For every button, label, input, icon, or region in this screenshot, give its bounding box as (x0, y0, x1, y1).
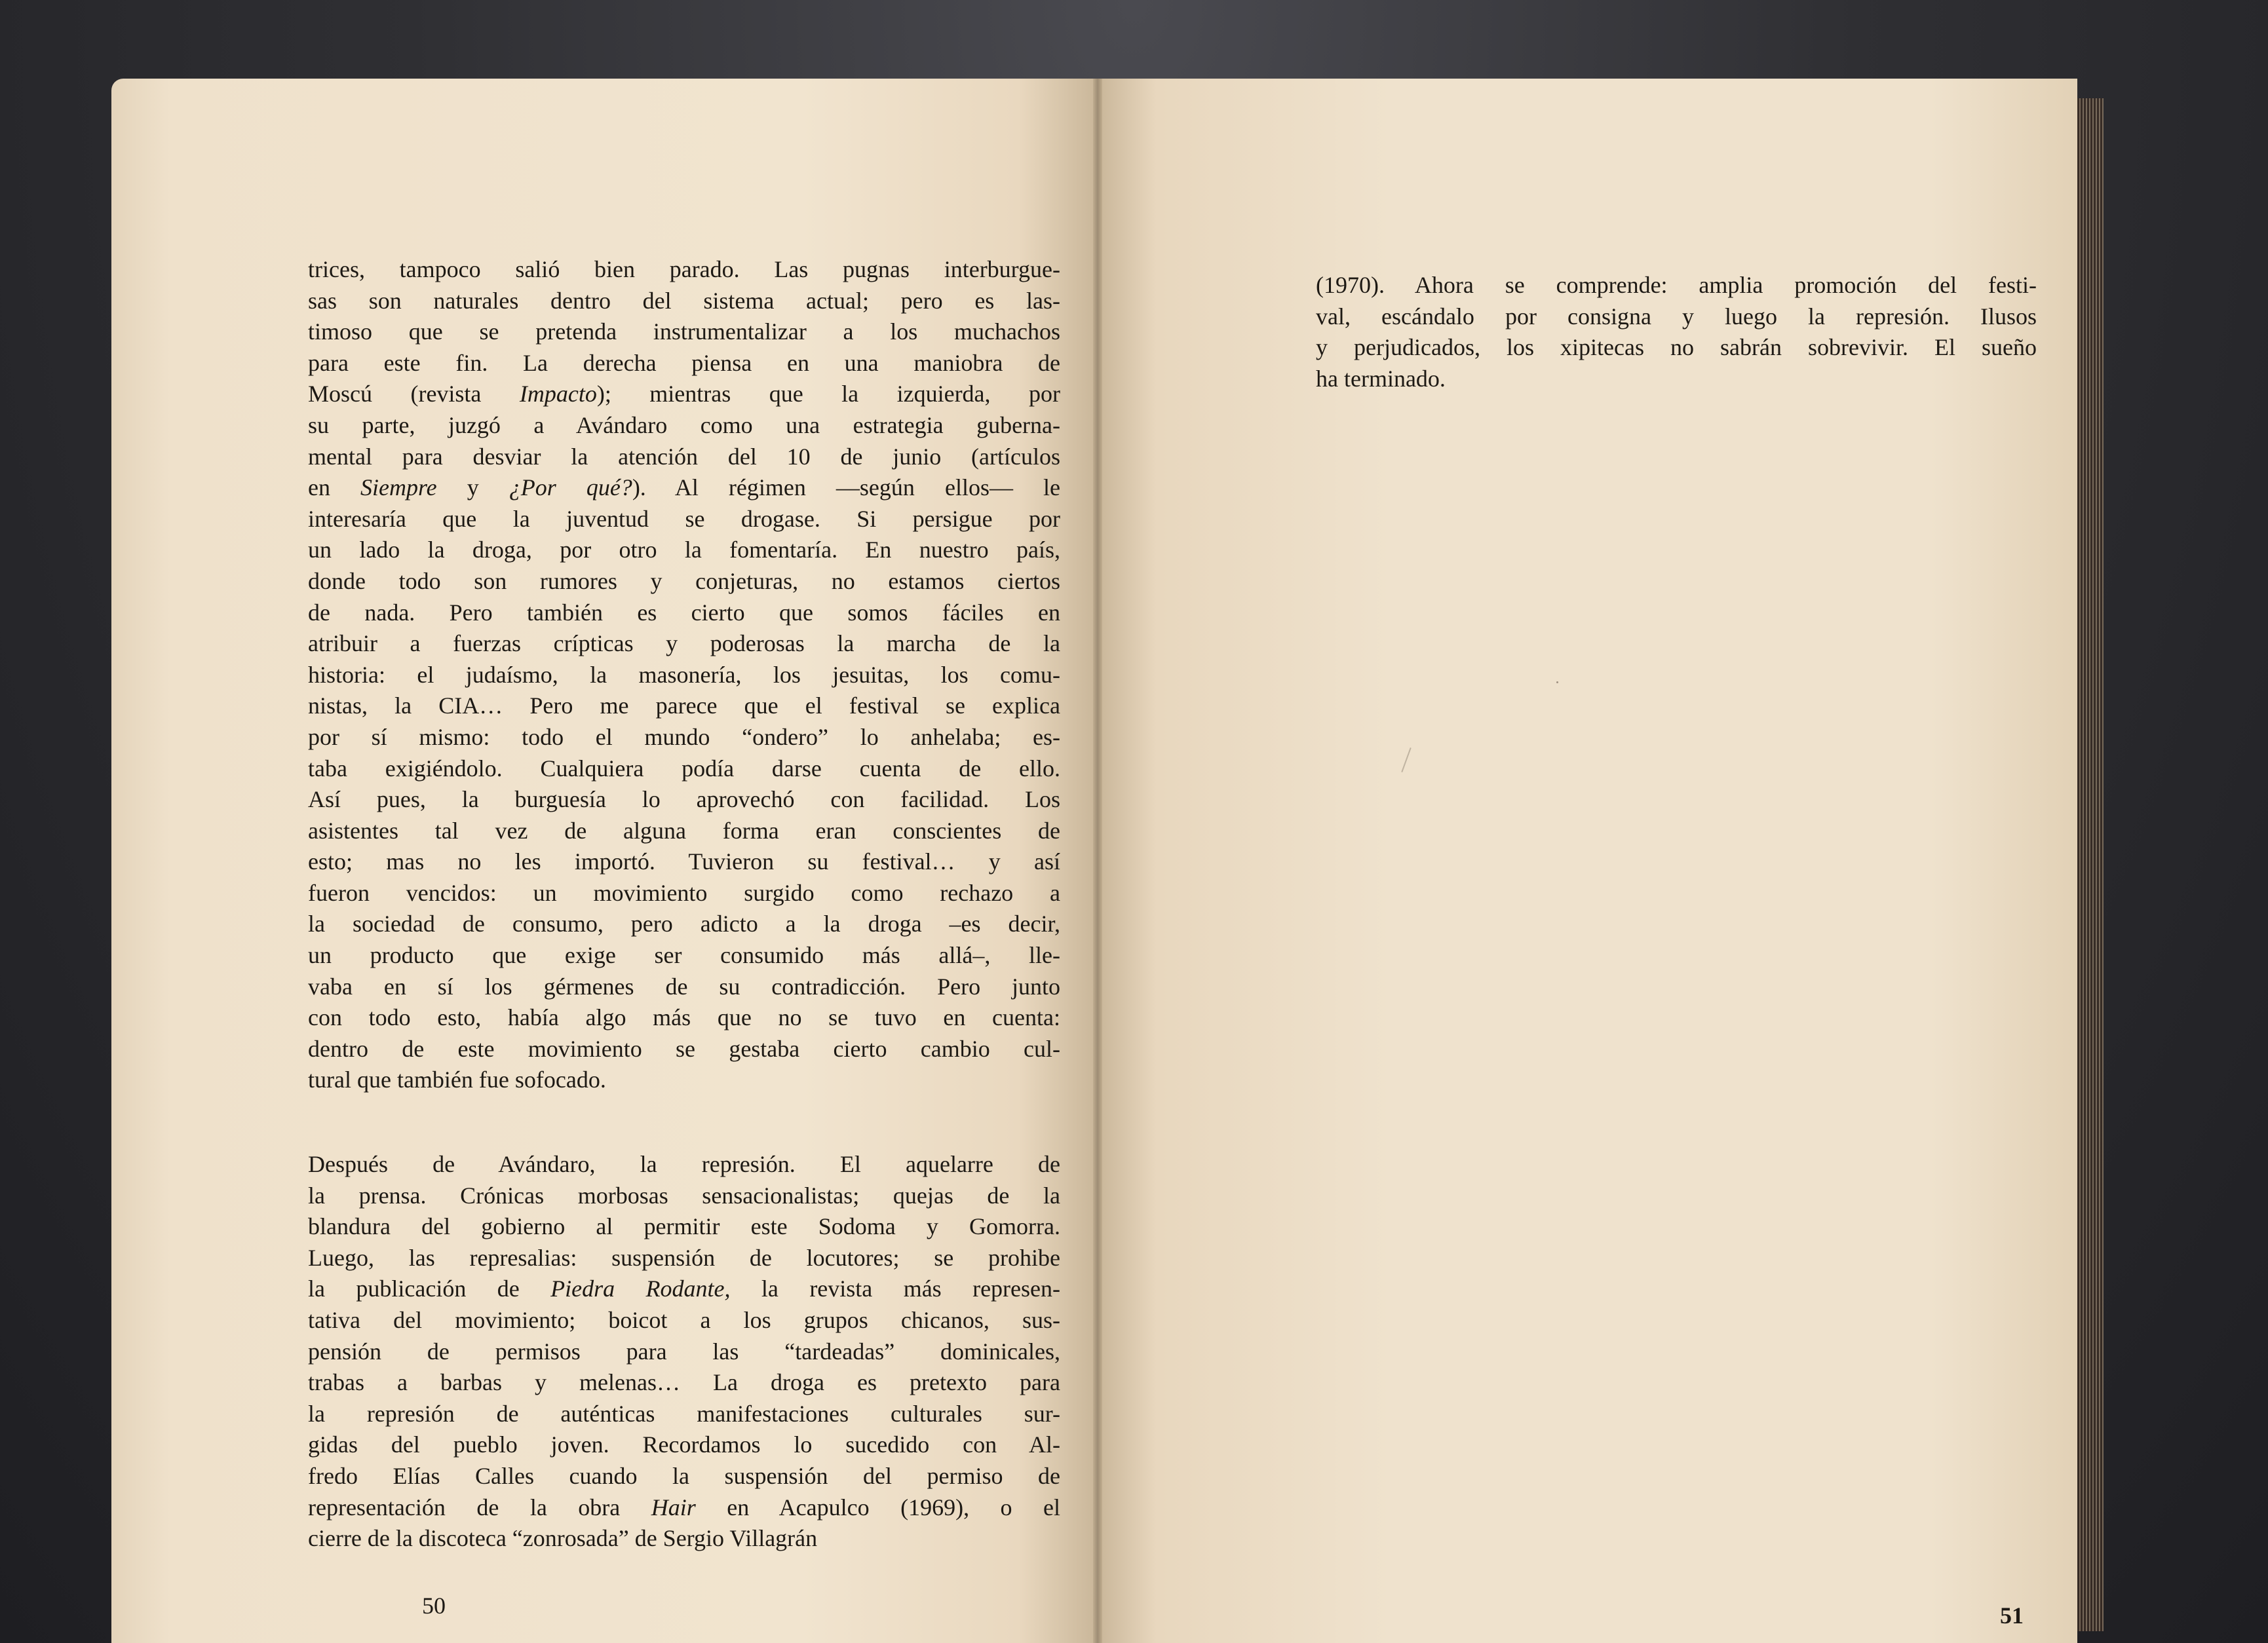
text-line: dentro de este movimiento se gestaba cierto cambio cul- (308, 1035, 1060, 1062)
text-line: Moscú (revista Impacto); mientras que la izquierda, por (308, 381, 1060, 407)
text-line: en Siempre y ¿Por qué?). Al régimen —según ellos— le (308, 474, 1060, 501)
page-edges (2077, 98, 2104, 1631)
text-line: historia: el judaísmo, la masonería, los jesuitas, los comu- (308, 661, 1060, 688)
book-gutter (1093, 79, 1102, 1643)
text-line: timoso que se pretenda instrumentalizar a los muchachos (308, 318, 1060, 345)
page-number-left: 50 (422, 1593, 446, 1619)
paper-fleck (1401, 747, 1412, 772)
text-line: un lado la droga, por otro la fomentaría. En nuestro país, (308, 537, 1060, 563)
text-line: pensión de permisos para las “tardeadas” dominicales, (308, 1338, 1060, 1365)
text-line: por sí mismo: todo el mundo “ondero” lo anhelaba; es- (308, 723, 1060, 750)
italic-title: ¿Por qué? (509, 474, 632, 501)
text-line: mental para desviar la atención del 10 de junio (artículos (308, 443, 1060, 470)
text-line: tativa del movimiento; boicot a los grupos chicanos, sus- (308, 1306, 1060, 1333)
text-line: atribuir a fuerzas crípticas y poderosas la marcha de la (308, 630, 1060, 657)
text-line: y perjudicados, los xipitecas no sabrán sobrevivir. El sueño (1316, 334, 2037, 361)
right-page (1098, 79, 2077, 1643)
text-line: donde todo son rumores y conjeturas, no estamos ciertos (308, 567, 1060, 594)
text-line: vaba en sí los gérmenes de su contradicción. Pero junto (308, 973, 1060, 1000)
text-line: gidas del pueblo joven. Recordamos lo sucedido con Al- (308, 1431, 1060, 1458)
text-line: trices, tampoco salió bien parado. Las pugnas interburgue- (308, 256, 1060, 282)
text-line: la represión de auténticas manifestaciones culturales sur- (308, 1400, 1060, 1427)
text-line: esto; mas no les importó. Tuvieron su festival… y así (308, 848, 1060, 875)
right-page-paragraph-1 (1316, 270, 2037, 394)
text-line: la sociedad de consumo, pero adicto a la droga –es decir, (308, 911, 1060, 937)
text-line: Después de Avándaro, la represión. El aquelarre de (308, 1151, 1060, 1177)
text-line: blandura del gobierno al permitir este Sodoma y Gomorra. (308, 1213, 1060, 1240)
text-line: representación de la obra Hair en Acapulco (1969), o el (308, 1494, 1060, 1520)
italic-title: Impacto (519, 381, 597, 407)
left-page (111, 79, 1098, 1643)
text-line: su parte, juzgó a Avándaro como una estrategia guberna- (308, 411, 1060, 438)
text-line: asistentes tal vez de alguna forma eran conscientes de (308, 817, 1060, 844)
text-line: fueron vencidos: un movimiento surgido como rechazo a (308, 879, 1060, 906)
text-line: Así pues, la burguesía lo aprovechó con facilidad. Los (308, 786, 1060, 813)
italic-title: Siempre (360, 474, 437, 501)
left-page-paragraph-2 (308, 1149, 1060, 1555)
text-line: con todo esto, había algo más que no se tuvo en cuenta: (308, 1004, 1060, 1031)
text-line: sas son naturales dentro del sistema actual; pero es las- (308, 287, 1060, 314)
text-line: (1970). Ahora se comprende: amplia promoción del festi- (1316, 272, 2037, 298)
italic-title: Hair (651, 1494, 696, 1520)
text-line: trabas a barbas y melenas… La droga es pretexto para (308, 1369, 1060, 1396)
paper-fleck (1556, 681, 1558, 683)
text-line: interesaría que la juventud se drogase. Si persigue por (308, 505, 1060, 532)
page-number-right: 51 (2000, 1602, 2024, 1629)
text-line: ha terminado. (1316, 365, 1446, 392)
left-page-paragraph-1 (308, 254, 1060, 1096)
text-line: un producto que exige ser consumido más allá–, lle- (308, 942, 1060, 969)
text-line: Luego, las represalias: suspensión de locutores; se prohibe (308, 1244, 1060, 1271)
text-line: la publicación de Piedra Rodante, la revista más represen- (308, 1275, 1060, 1302)
open-book (111, 79, 2077, 1643)
text-line: val, escándalo por consigna y luego la represión. Ilusos (1316, 303, 2037, 330)
text-line: fredo Elías Calles cuando la suspensión del permiso de (308, 1462, 1060, 1489)
text-line: taba exigiéndolo. Cualquiera podía darse cuenta de ello. (308, 755, 1060, 782)
text-line: nistas, la CIA… Pero me parece que el festival se explica (308, 692, 1060, 719)
text-line: de nada. Pero también es cierto que somos fáciles en (308, 599, 1060, 626)
text-line: cierre de la discoteca “zonrosada” de Sergio Villagrán (308, 1525, 818, 1552)
text-line: tural que también fue sofocado. (308, 1067, 606, 1093)
text-line: la prensa. Crónicas morbosas sensacionalistas; quejas de la (308, 1182, 1060, 1209)
italic-title: Piedra Rodante, (550, 1275, 731, 1302)
text-line: para este fin. La derecha piensa en una maniobra de (308, 349, 1060, 376)
